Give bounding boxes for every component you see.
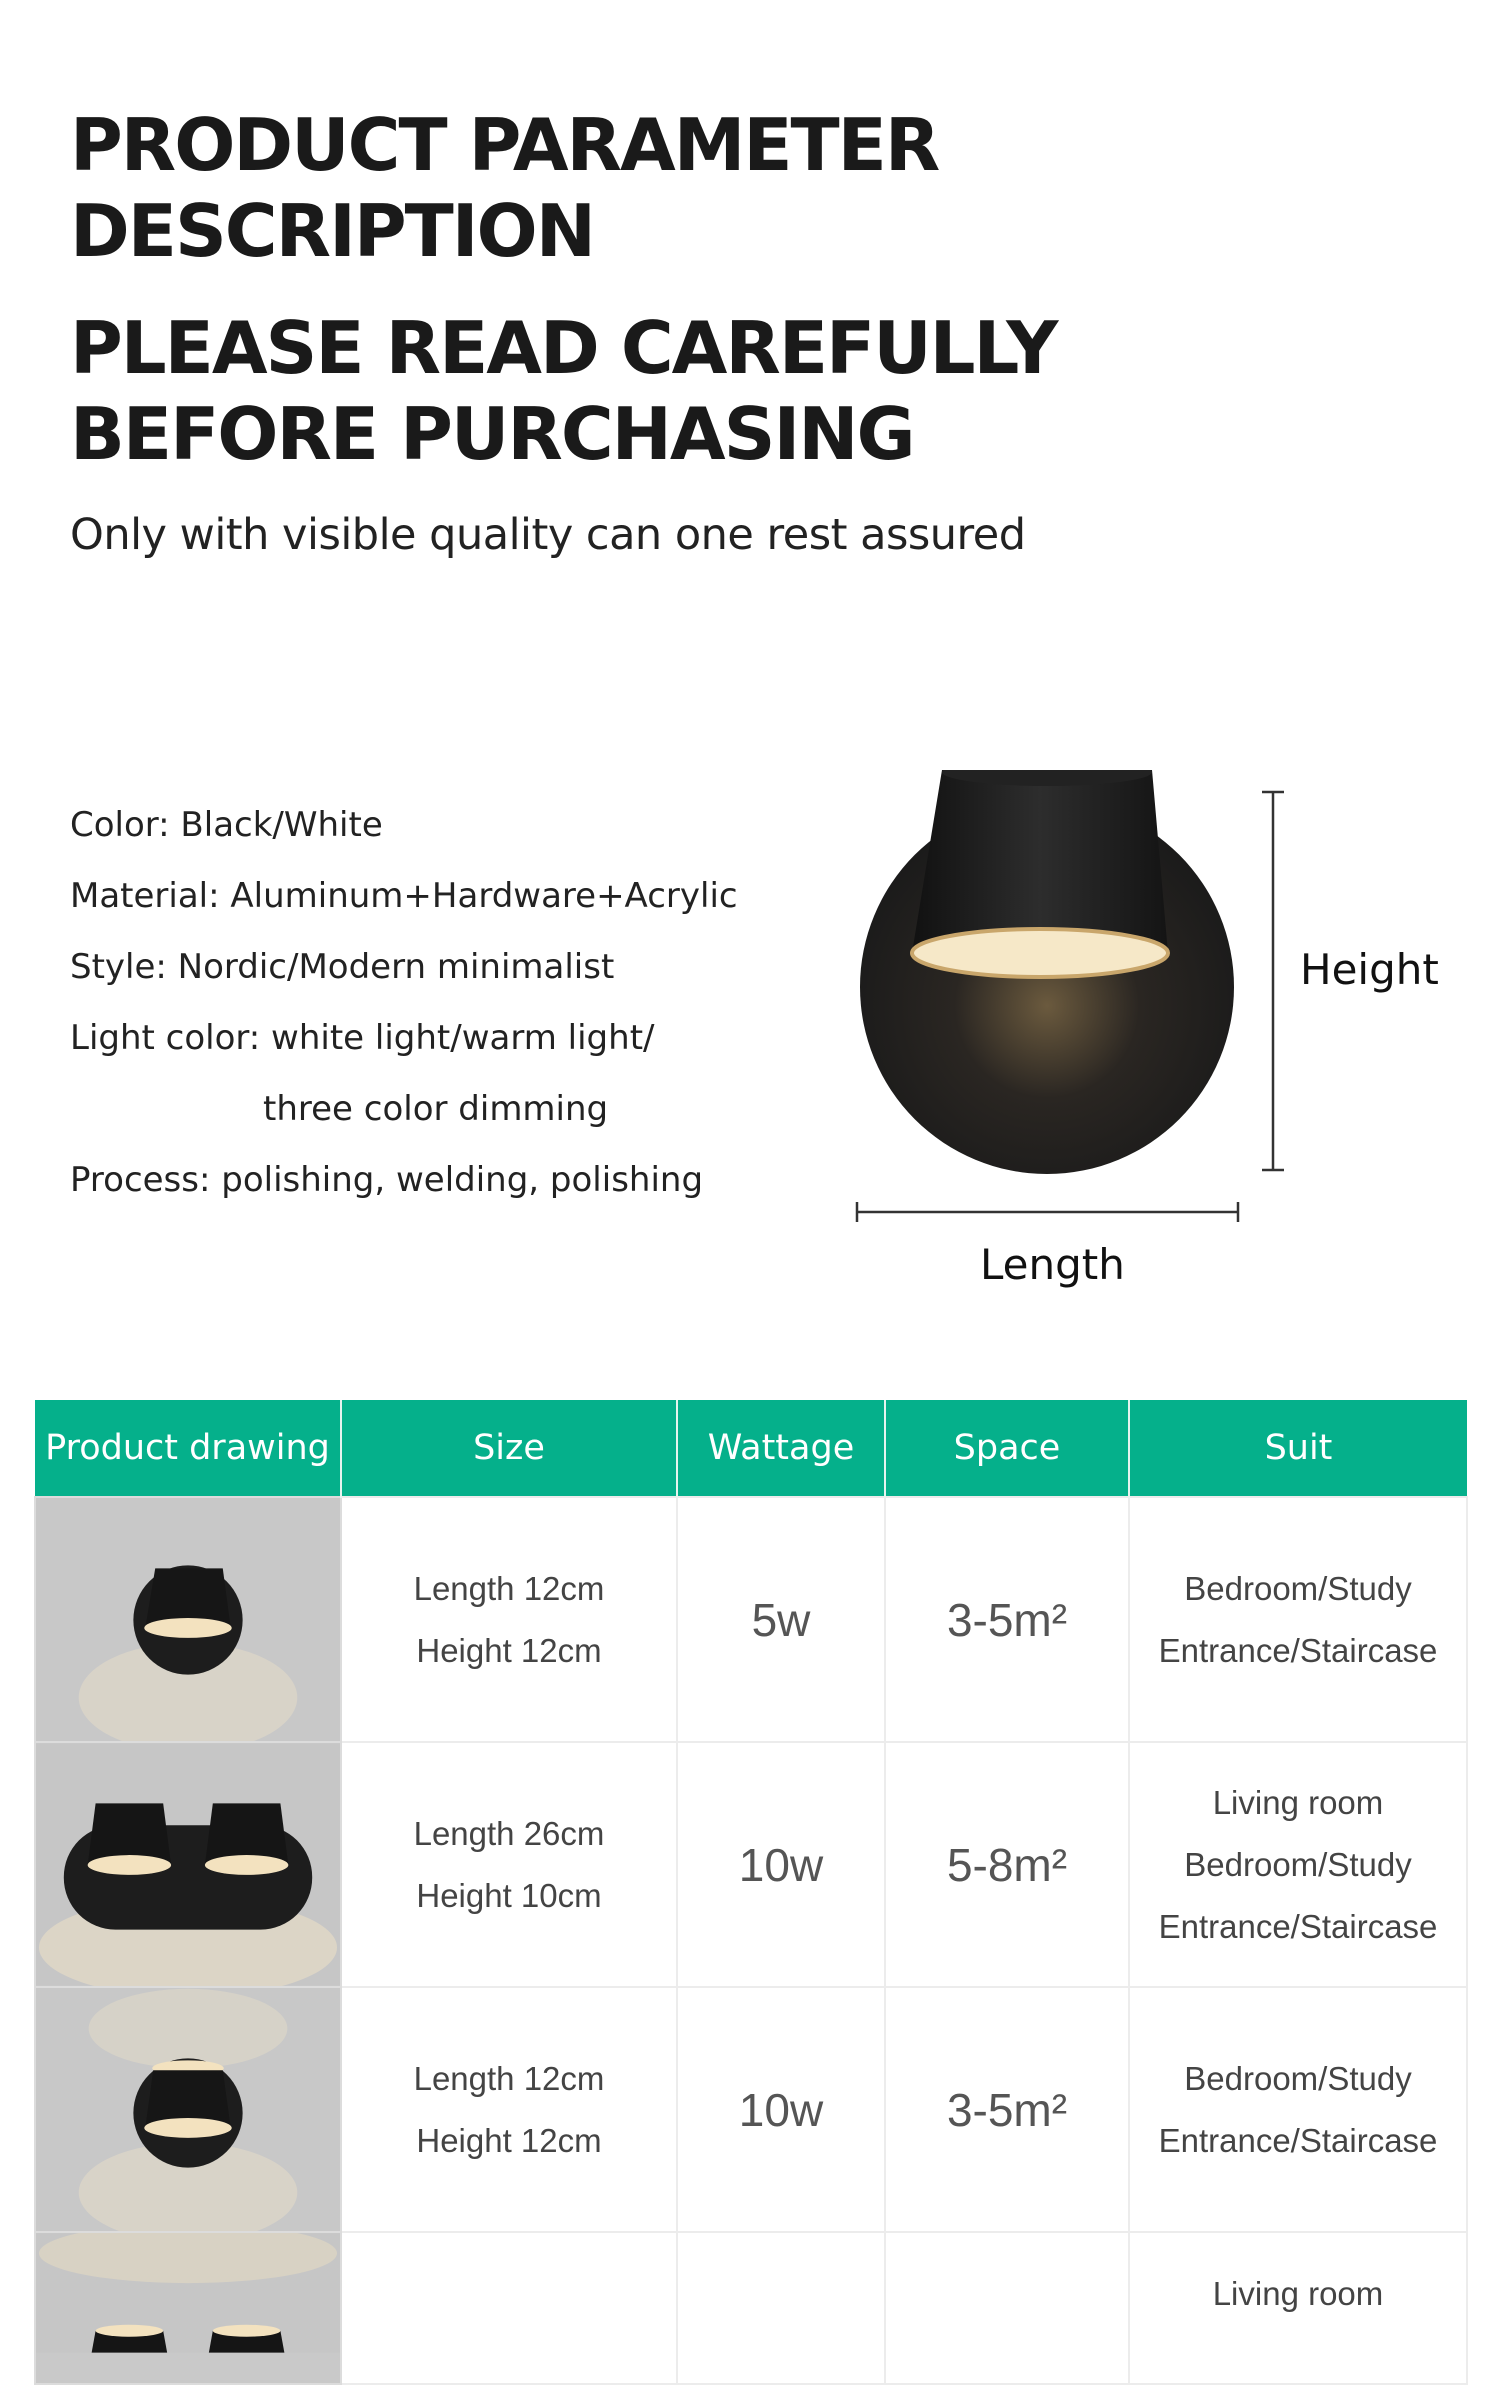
spec-light-color: Light color: white light/warm light/ [70,1018,655,1058]
table-row [35,1987,1467,2232]
size-height: Height 12cm [416,1631,602,1669]
size-cell [341,1742,677,1987]
single-lamp-icon [36,1988,340,2231]
spec-process: Process: polishing, welding, polishing [70,1160,704,1200]
length-label: Length [980,1240,1125,1289]
header-size: Size [341,1400,677,1497]
spec-table [34,1400,1468,2385]
subtitle: Only with visible quality can one rest assured [70,510,1026,560]
space-cell: 5-8m² [885,1742,1129,1987]
suit-item: Entrance/Staircase [1158,2121,1438,2159]
lamp-dimension-diagram [850,770,1450,1300]
warning-heading [70,305,1056,477]
wattage-cell: 10w [677,1742,885,1987]
product-image-cell [35,1987,341,2232]
table-header-row [35,1400,1467,1497]
double-lamp-icon [36,1743,340,1986]
suit-cell [1129,1987,1467,2232]
header-product-drawing: Product drawing [35,1400,341,1497]
single-lamp-icon [36,1498,340,1741]
suit-cell [1129,2232,1467,2384]
wattage-cell: 10w [677,1987,885,2232]
suit-item: Bedroom/Study [1184,2059,1412,2097]
spec-material: Material: Aluminum+Hardware+Acrylic [70,876,738,916]
table-row [35,1497,1467,1742]
size-cell [341,2232,677,2384]
suit-cell [1129,1742,1467,1987]
suit-cell [1129,1497,1467,1742]
page-title [70,102,938,274]
title-line-1: PRODUCT PARAMETER [70,103,939,187]
header-space: Space [885,1400,1129,1497]
wattage-cell [677,2232,885,2384]
table-row [35,2232,1467,2384]
size-length: Length 26cm [413,1814,605,1852]
table-row [35,1742,1467,1987]
lamp-shade-icon [912,770,1168,953]
product-image-cell [35,2232,341,2384]
size-length: Length 12cm [413,2059,605,2097]
spec-color: Color: Black/White [70,805,383,845]
suit-item: Entrance/Staircase [1158,1631,1438,1669]
space-cell [885,2232,1129,2384]
header-suit: Suit [1129,1400,1467,1497]
suit-item: Entrance/Staircase [1158,1907,1438,1945]
double-lamp-icon [36,2233,340,2353]
title-line-2: DESCRIPTION [70,189,595,273]
product-image-cell [35,1742,341,1987]
warning-line-1: PLEASE READ CAREFULLY [70,306,1057,390]
size-cell [341,1987,677,2232]
product-image-cell [35,1497,341,1742]
warning-line-2: BEFORE PURCHASING [70,392,914,476]
space-cell: 3-5m² [885,1987,1129,2232]
size-length: Length 12cm [413,1569,605,1607]
size-height: Height 10cm [416,1876,602,1914]
space-cell: 3-5m² [885,1497,1129,1742]
height-label: Height [1300,945,1439,994]
suit-item: Living room [1212,2275,1384,2312]
spec-light-color-cont: three color dimming [263,1089,609,1129]
size-cell [341,1497,677,1742]
suit-item: Living room [1212,1783,1384,1821]
suit-item: Bedroom/Study [1184,1845,1412,1883]
size-height: Height 12cm [416,2121,602,2159]
suit-item: Bedroom/Study [1184,1569,1412,1607]
spec-style: Style: Nordic/Modern minimalist [70,947,615,987]
wattage-cell: 5w [677,1497,885,1742]
header-wattage: Wattage [677,1400,885,1497]
lamp-glow-icon [912,929,1168,977]
